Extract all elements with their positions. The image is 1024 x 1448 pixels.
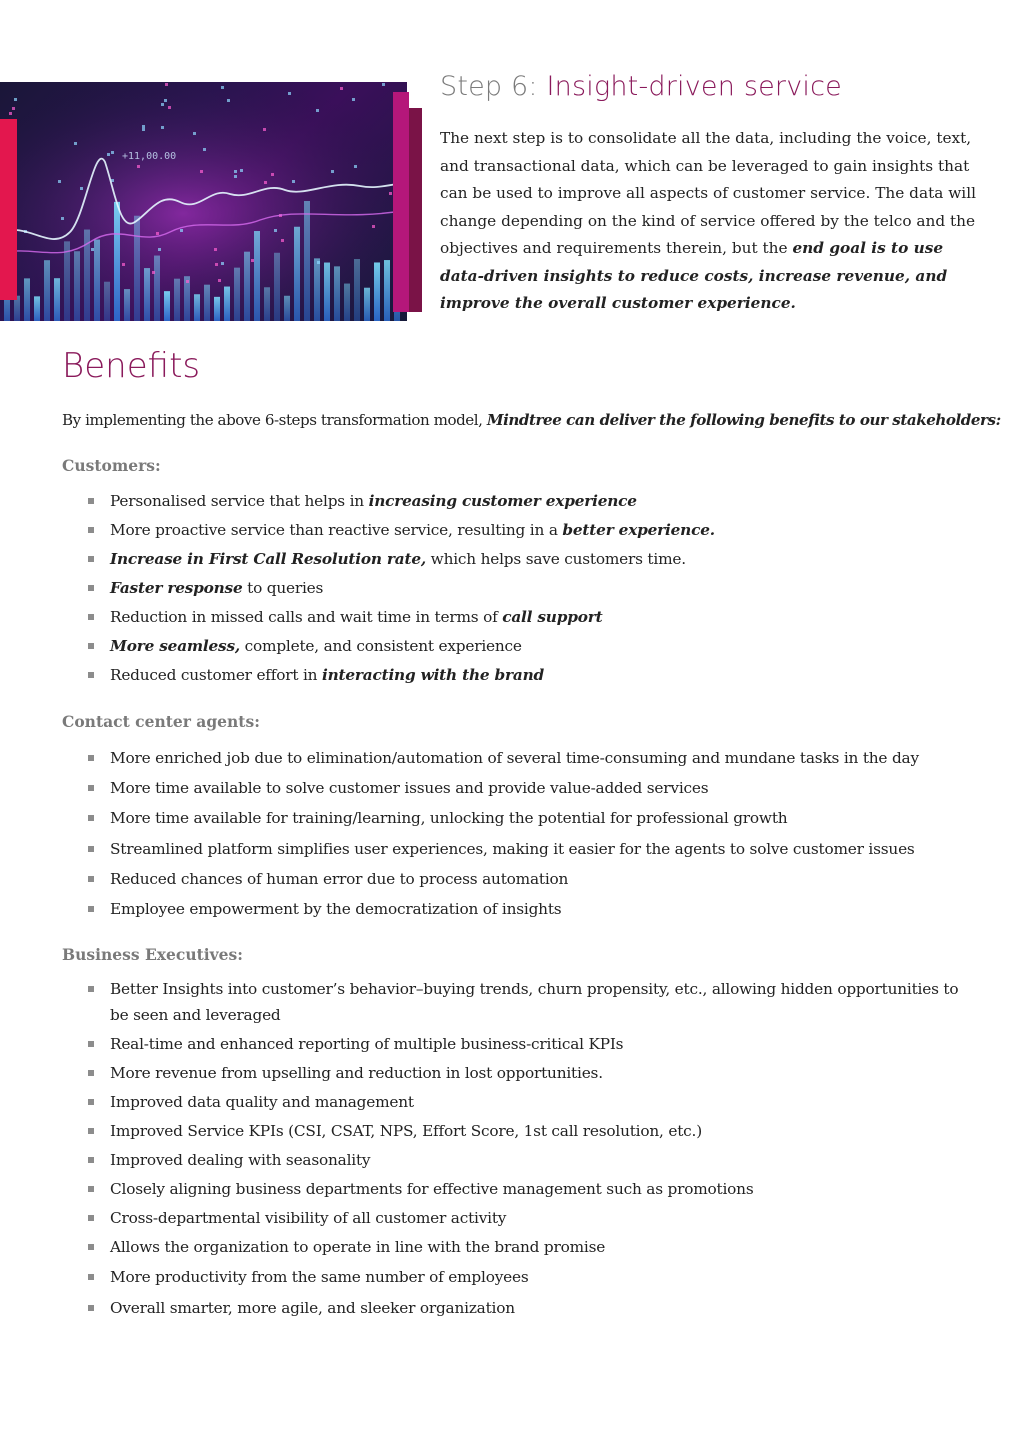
decorative-bar xyxy=(314,258,320,321)
decorative-dot xyxy=(340,87,343,90)
accent-bar-left xyxy=(0,119,17,300)
decorative-dot xyxy=(271,173,274,176)
benefits-intro xyxy=(62,409,1012,431)
list-item: More time available for training/learning, unlocking the potential for professional growth xyxy=(88,805,978,836)
list-item xyxy=(88,633,978,662)
decorative-dot xyxy=(354,165,357,168)
decorative-dot xyxy=(12,107,15,110)
decorative-dot xyxy=(80,187,83,190)
decorative-dot xyxy=(317,261,320,264)
list-item: Cross-departmental visibility of all customer activity xyxy=(88,1205,978,1234)
list-item: Improved Service KPIs (CSI, CSAT, NPS, Effort Score, 1st call resolution, etc.) xyxy=(88,1118,978,1147)
executives-label: Business Executives: xyxy=(62,945,243,964)
decorative-bar xyxy=(224,287,230,321)
decorative-bar xyxy=(24,278,30,321)
decorative-dot xyxy=(274,229,277,232)
decorative-bar xyxy=(234,268,240,321)
decorative-dot xyxy=(168,106,171,109)
decorative-bar xyxy=(214,297,220,321)
list-item: Reduced chances of human error due to process automation xyxy=(88,866,978,896)
hero-image xyxy=(0,82,407,321)
decorative-dot xyxy=(352,98,355,101)
decorative-bar xyxy=(64,241,70,321)
decorative-bar xyxy=(244,252,250,321)
data-visualization-graphic xyxy=(0,82,407,321)
item-emphasis: Faster response xyxy=(110,579,243,597)
customers-label: Customers: xyxy=(62,456,161,475)
benefits-intro-text: By implementing the above 6-steps transformation model, xyxy=(62,411,487,429)
decorative-bar xyxy=(44,260,50,321)
decorative-dot xyxy=(316,109,319,112)
decorative-bar xyxy=(124,289,130,321)
list-item: Allows the organization to operate in line with the brand promise xyxy=(88,1234,978,1264)
decorative-dot xyxy=(61,217,64,220)
list-item xyxy=(88,546,978,575)
decorative-bar xyxy=(364,288,370,321)
list-item xyxy=(88,488,978,517)
image-overlay-text: +11,00.00 xyxy=(122,151,177,162)
item-text: Reduced customer effort in xyxy=(110,666,322,684)
decorative-bar xyxy=(154,256,160,321)
list-item xyxy=(88,575,978,604)
decorative-bar xyxy=(324,263,330,321)
list-item: Streamlined platform simplifies user experiences, making it easier for the agents to solve customer issues xyxy=(88,836,978,866)
decorative-bar xyxy=(254,231,260,321)
customers-list xyxy=(88,488,978,691)
decorative-dot xyxy=(14,98,17,101)
step-body-emphasis: end goal is to use data-driven insights to reduce costs, increase revenue, and improve the overall customer experience. xyxy=(440,239,948,312)
accent-bar-right-dark xyxy=(409,108,422,312)
list-item: Overall smarter, more agile, and sleeker organization xyxy=(88,1295,978,1324)
decorative-dot xyxy=(161,126,164,129)
decorative-bar xyxy=(294,227,300,321)
item-text: Personalised service that helps in xyxy=(110,492,369,510)
executives-list xyxy=(88,976,978,1324)
list-item xyxy=(88,662,978,691)
list-item: Improved data quality and management xyxy=(88,1089,978,1118)
decorative-dot xyxy=(165,83,168,86)
item-text: More proactive service than reactive service, resulting in a xyxy=(110,521,563,539)
step-body-text: The next step is to consolidate all the data, including the voice, text, and transactional data, which can be leveraged to gain insights that can be used to improve all aspects of customer service. The data will change depending on the kind of service offered by the telco and the objectives and requirements therein, but the xyxy=(440,129,976,257)
decorative-dot xyxy=(164,99,167,102)
list-item: More productivity from the same number of employees xyxy=(88,1264,978,1295)
decorative-dot xyxy=(58,180,61,183)
decorative-dot xyxy=(142,125,145,128)
step-title xyxy=(440,71,842,102)
decorative-dot xyxy=(263,128,266,131)
decorative-dot xyxy=(107,153,110,156)
agents-list xyxy=(88,745,978,926)
decorative-dot xyxy=(74,142,77,145)
decorative-bar xyxy=(164,291,170,321)
decorative-bar xyxy=(264,287,270,321)
item-emphasis: interacting with the brand xyxy=(321,666,545,684)
item-emphasis: increasing customer experience xyxy=(368,492,637,510)
decorative-dot xyxy=(251,259,254,262)
decorative-bar xyxy=(344,284,350,321)
decorative-bar xyxy=(374,262,380,321)
decorative-dot xyxy=(193,132,196,135)
decorative-dot xyxy=(152,271,155,274)
decorative-bar xyxy=(104,282,110,321)
list-item: Better Insights into customer’s behavior–buying trends, churn propensity, etc., allowing hidden opportunities to be seen and leveraged xyxy=(88,976,978,1031)
decorative-dot xyxy=(240,169,243,172)
decorative-dot xyxy=(292,180,295,183)
decorative-dot xyxy=(221,86,224,89)
decorative-dot xyxy=(9,112,12,115)
decorative-dot xyxy=(91,248,94,251)
decorative-dot xyxy=(389,192,392,195)
decorative-dot xyxy=(111,151,114,154)
decorative-dot xyxy=(158,248,161,251)
list-item: Real-time and enhanced reporting of multiple business-critical KPIs xyxy=(88,1031,978,1060)
decorative-bar xyxy=(134,216,140,321)
decorative-bar xyxy=(144,268,150,321)
decorative-dot xyxy=(227,99,230,102)
decorative-bar xyxy=(334,266,340,321)
decorative-dot xyxy=(288,92,291,95)
decorative-dot xyxy=(218,279,221,282)
decorative-bar xyxy=(304,201,310,321)
benefits-intro-emphasis: Mindtree can deliver the following benefits to our stakeholders: xyxy=(486,411,1001,429)
item-text: to queries xyxy=(242,579,324,597)
item-emphasis: More seamless, xyxy=(110,637,240,655)
step-body xyxy=(440,125,980,318)
decorative-dot xyxy=(122,263,125,266)
accent-bar-right xyxy=(393,92,409,312)
decorative-bar xyxy=(194,294,200,321)
decorative-dot xyxy=(215,263,218,266)
decorative-dot xyxy=(331,170,334,173)
decorative-dot xyxy=(234,175,237,178)
decorative-dot xyxy=(200,170,203,173)
decorative-bar xyxy=(284,296,290,321)
decorative-bar xyxy=(274,253,280,321)
list-item: More time available to solve customer issues and provide value-added services xyxy=(88,775,978,805)
decorative-dot xyxy=(281,239,284,242)
decorative-dot xyxy=(382,83,385,86)
decorative-bar xyxy=(34,296,40,321)
decorative-dot xyxy=(372,225,375,228)
decorative-dot xyxy=(234,170,237,173)
item-text: complete, and consistent experience xyxy=(240,637,522,655)
agents-label: Contact center agents: xyxy=(62,712,260,731)
decorative-dot xyxy=(137,165,140,168)
decorative-dot xyxy=(180,229,183,232)
step-prefix: Step 6: xyxy=(440,71,547,102)
decorative-dot xyxy=(161,103,164,106)
decorative-bar xyxy=(114,202,120,321)
decorative-dot xyxy=(156,232,159,235)
list-item: More revenue from upselling and reduction in lost opportunities. xyxy=(88,1060,978,1089)
item-emphasis: better experience. xyxy=(562,521,715,539)
decorative-dot xyxy=(186,280,189,283)
list-item: Employee empowerment by the democratization of insights xyxy=(88,896,978,926)
decorative-bar xyxy=(94,240,100,321)
decorative-dot xyxy=(142,128,145,131)
benefits-heading: Benefits xyxy=(62,346,201,386)
list-item: Improved dealing with seasonality xyxy=(88,1147,978,1176)
decorative-bar xyxy=(204,285,210,321)
list-item: More enriched job due to elimination/automation of several time-consuming and mundane tasks in the day xyxy=(88,745,978,775)
decorative-bar xyxy=(74,251,80,321)
list-item: Closely aligning business departments for effective management such as promotions xyxy=(88,1176,978,1205)
decorative-bar xyxy=(384,260,390,321)
item-emphasis: call support xyxy=(502,608,603,626)
decorative-dot xyxy=(264,181,267,184)
decorative-dot xyxy=(221,262,224,265)
list-item xyxy=(88,517,978,546)
decorative-bar xyxy=(174,279,180,321)
decorative-bar xyxy=(354,259,360,321)
decorative-dot xyxy=(214,248,217,251)
item-text: which helps save customers time. xyxy=(426,550,686,568)
decorative-bar xyxy=(54,278,60,321)
list-item xyxy=(88,604,978,633)
item-text: Reduction in missed calls and wait time in terms of xyxy=(110,608,503,626)
item-emphasis: Increase in First Call Resolution rate, xyxy=(110,550,427,568)
step-name: Insight-driven service xyxy=(546,71,842,102)
decorative-dot xyxy=(203,148,206,151)
